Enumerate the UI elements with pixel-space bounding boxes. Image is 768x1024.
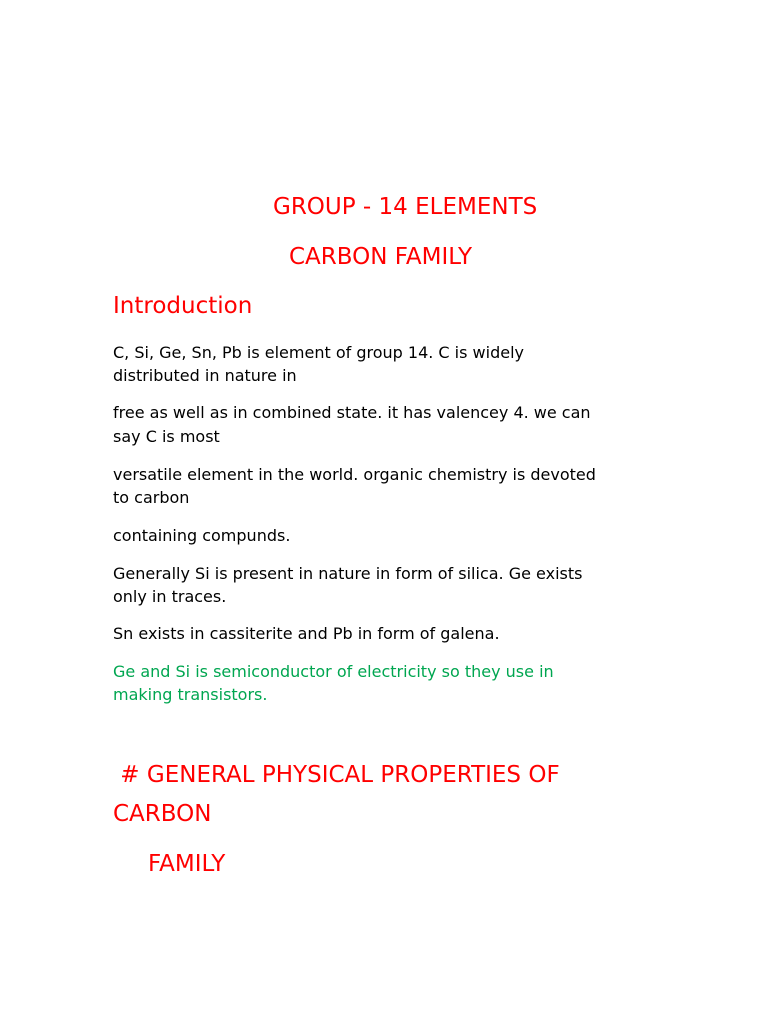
paragraph-line: to carbon — [113, 488, 190, 507]
paragraph-line: C, Si, Ge, Sn, Pb is element of group 14. C is widely — [113, 343, 524, 362]
highlight-line: making transistors. — [113, 685, 268, 704]
title-line-2: CARBON FAMILY — [289, 244, 473, 270]
paragraph-line: free as well as in combined state. it has valencey 4. we can — [113, 403, 591, 422]
paragraph-line: Generally Si is present in nature in form of silica. Ge exists — [113, 564, 583, 583]
paragraph-line: versatile element in the world. organic chemistry is devoted — [113, 465, 596, 484]
paragraph-line: Sn exists in cassiterite and Pb in form of galena. — [113, 624, 500, 643]
highlight-line: Ge and Si is semiconductor of electricity so they use in — [113, 662, 554, 681]
paragraph-line: say C is most — [113, 427, 220, 446]
title-line-1: GROUP - 14 ELEMENTS — [273, 194, 538, 220]
section-heading-line-1: # GENERAL PHYSICAL PROPERTIES OF — [113, 762, 560, 788]
paragraph-line: only in traces. — [113, 587, 227, 606]
intro-heading: Introduction — [113, 293, 253, 319]
section-heading-line-3: FAMILY — [148, 851, 226, 877]
paragraph-line: distributed in nature in — [113, 366, 297, 385]
paragraph-line: containing compunds. — [113, 526, 291, 545]
section-heading-line-2: CARBON — [113, 801, 212, 827]
